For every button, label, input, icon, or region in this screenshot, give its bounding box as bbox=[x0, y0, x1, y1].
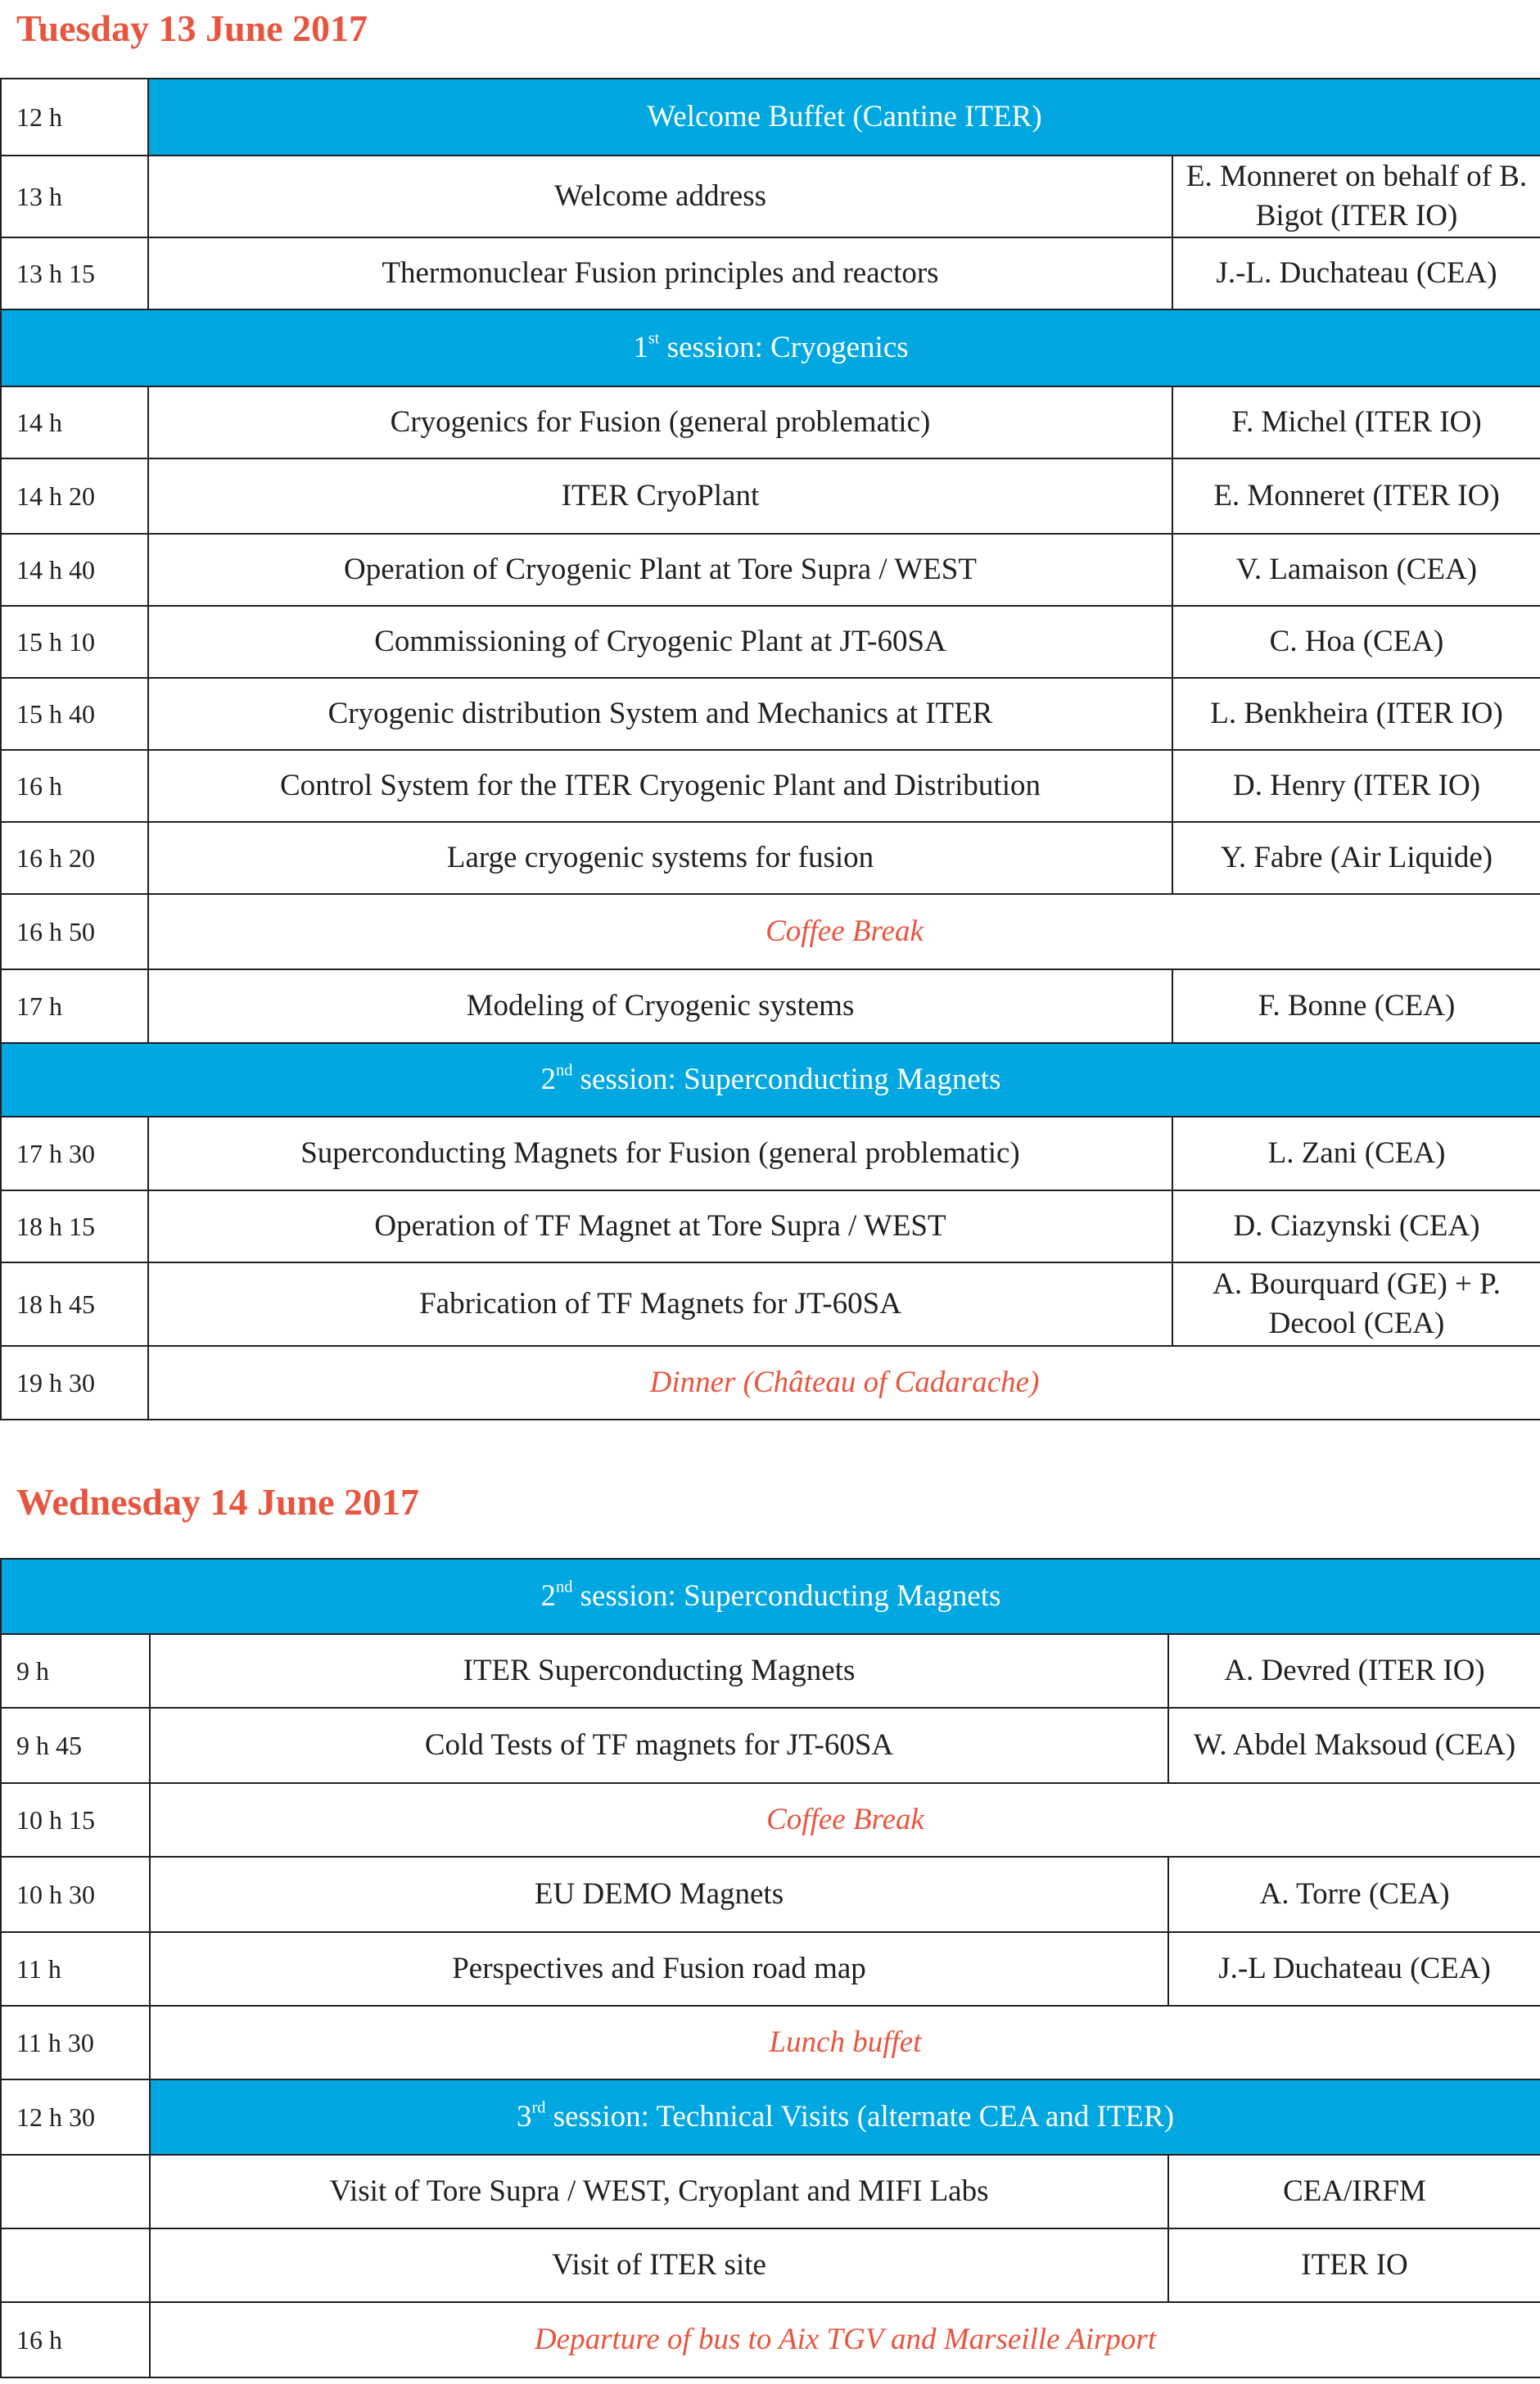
time-cell bbox=[1, 2228, 150, 2302]
speaker-cell: C. Hoa (CEA) bbox=[1172, 606, 1540, 678]
break-label: Departure of bus to Aix TGV and Marseille Airport bbox=[150, 2302, 1540, 2377]
session-number: 1 bbox=[633, 331, 648, 364]
talk-title: Large cryogenic systems for fusion bbox=[148, 822, 1172, 894]
schedule-row bbox=[1, 606, 1540, 678]
time-cell: 9 h 45 bbox=[1, 1708, 150, 1783]
speaker-cell: CEA/IRFM bbox=[1168, 2155, 1540, 2228]
break-label: Coffee Break bbox=[150, 1783, 1540, 1857]
session-banner bbox=[1, 309, 1540, 386]
session-number: 3 bbox=[517, 2100, 532, 2133]
talk-title: EU DEMO Magnets bbox=[150, 1857, 1168, 1932]
break-row bbox=[1, 1783, 1540, 1857]
time-cell: 12 h 30 bbox=[1, 2079, 150, 2155]
time-cell: 16 h bbox=[1, 2302, 150, 2377]
talk-title: Cryogenics for Fusion (general problematic) bbox=[148, 386, 1172, 458]
schedule-row bbox=[1, 1117, 1540, 1190]
time-cell: 18 h 15 bbox=[1, 1190, 148, 1262]
talk-title: Fabrication of TF Magnets for JT-60SA bbox=[148, 1262, 1172, 1346]
session-banner bbox=[1, 1043, 1540, 1117]
break-row bbox=[1, 894, 1540, 969]
speaker-cell: E. Monneret (ITER IO) bbox=[1172, 458, 1540, 534]
session-ordinal-suffix: nd bbox=[556, 1061, 573, 1080]
session-row bbox=[1, 1559, 1540, 1634]
break-label: Lunch buffet bbox=[150, 2006, 1540, 2079]
talk-title: Commissioning of Cryogenic Plant at JT-60SA bbox=[148, 606, 1172, 678]
schedule-row bbox=[1, 969, 1540, 1043]
schedule-row bbox=[1, 237, 1540, 309]
talk-title: Cold Tests of TF magnets for JT-60SA bbox=[150, 1708, 1168, 1783]
speaker-cell: J.-L Duchateau (CEA) bbox=[1168, 1932, 1540, 2006]
time-cell: 13 h 15 bbox=[1, 237, 148, 309]
break-label: Coffee Break bbox=[148, 894, 1540, 969]
speaker-cell: A. Torre (CEA) bbox=[1168, 1857, 1540, 1932]
session-banner: Welcome Buffet (Cantine ITER) bbox=[148, 79, 1540, 156]
speaker-cell: E. Monneret on behalf of B. Bigot (ITER IO) bbox=[1172, 156, 1540, 237]
schedule-row bbox=[1, 2228, 1540, 2302]
session-ordinal-suffix: nd bbox=[556, 1578, 573, 1596]
session-title: session: Technical Visits (alternate CEA and ITER) bbox=[545, 2100, 1175, 2133]
talk-title: Operation of Cryogenic Plant at Tore Supra / WEST bbox=[148, 534, 1172, 606]
time-cell: 13 h bbox=[1, 156, 148, 237]
talk-title: Cryogenic distribution System and Mechanics at ITER bbox=[148, 678, 1172, 750]
time-cell: 19 h 30 bbox=[1, 1346, 148, 1420]
break-row bbox=[1, 1346, 1540, 1420]
session-row bbox=[1, 79, 1540, 156]
session-row bbox=[1, 1043, 1540, 1117]
talk-title: Modeling of Cryogenic systems bbox=[148, 969, 1172, 1043]
schedule-row bbox=[1, 1190, 1540, 1262]
break-label: Dinner (Château of Cadarache) bbox=[148, 1346, 1540, 1420]
speaker-cell: J.-L. Duchateau (CEA) bbox=[1172, 237, 1540, 309]
break-row bbox=[1, 2302, 1540, 2377]
time-cell: 12 h bbox=[1, 79, 148, 156]
schedule-row bbox=[1, 458, 1540, 534]
schedule-row bbox=[1, 534, 1540, 606]
schedule-row bbox=[1, 822, 1540, 894]
schedule-row bbox=[1, 1932, 1540, 2006]
speaker-cell: A. Devred (ITER IO) bbox=[1168, 1634, 1540, 1708]
speaker-cell: L. Zani (CEA) bbox=[1172, 1117, 1540, 1190]
time-cell: 11 h bbox=[1, 1932, 150, 2006]
speaker-cell: D. Henry (ITER IO) bbox=[1172, 750, 1540, 822]
time-cell: 17 h bbox=[1, 969, 148, 1043]
speaker-cell: A. Bourquard (GE) + P. Decool (CEA) bbox=[1172, 1262, 1540, 1346]
session-title: session: Superconducting Magnets bbox=[572, 1579, 1001, 1613]
speaker-cell: F. Bonne (CEA) bbox=[1172, 969, 1540, 1043]
speaker-cell: F. Michel (ITER IO) bbox=[1172, 386, 1540, 458]
time-cell: 16 h 50 bbox=[1, 894, 148, 969]
time-cell: 10 h 30 bbox=[1, 1857, 150, 1932]
time-cell: 15 h 10 bbox=[1, 606, 148, 678]
schedule-table bbox=[0, 78, 1540, 1420]
schedule-row bbox=[1, 1857, 1540, 1932]
schedule-row bbox=[1, 1262, 1540, 1346]
schedule-row bbox=[1, 1634, 1540, 1708]
talk-title: ITER CryoPlant bbox=[148, 458, 1172, 534]
session-title: session: Superconducting Magnets bbox=[572, 1063, 1001, 1096]
day-heading: Tuesday 13 June 2017 bbox=[16, 7, 368, 49]
schedule-row bbox=[1, 1708, 1540, 1783]
talk-title: Visit of ITER site bbox=[150, 2228, 1168, 2302]
session-ordinal-suffix: st bbox=[648, 329, 660, 348]
session-row bbox=[1, 309, 1540, 386]
session-row bbox=[1, 2079, 1540, 2155]
talk-title: Thermonuclear Fusion principles and reactors bbox=[148, 237, 1172, 309]
time-cell: 18 h 45 bbox=[1, 1262, 148, 1346]
time-cell bbox=[1, 2155, 150, 2228]
talk-title: Operation of TF Magnet at Tore Supra / WEST bbox=[148, 1190, 1172, 1262]
session-title: session: Cryogenics bbox=[659, 331, 909, 364]
day-heading: Wednesday 14 June 2017 bbox=[16, 1481, 420, 1523]
time-cell: 9 h bbox=[1, 1634, 150, 1708]
talk-title: ITER Superconducting Magnets bbox=[150, 1634, 1168, 1708]
time-cell: 10 h 15 bbox=[1, 1783, 150, 1857]
speaker-cell: ITER IO bbox=[1168, 2228, 1540, 2302]
time-cell: 14 h 40 bbox=[1, 534, 148, 606]
time-cell: 17 h 30 bbox=[1, 1117, 148, 1190]
session-banner bbox=[1, 1559, 1540, 1634]
talk-title: Control System for the ITER Cryogenic Plant and Distribution bbox=[148, 750, 1172, 822]
talk-title: Perspectives and Fusion road map bbox=[150, 1932, 1168, 2006]
session-number: 2 bbox=[540, 1579, 557, 1613]
talk-title: Visit of Tore Supra / WEST, Cryoplant and MIFI Labs bbox=[150, 2155, 1168, 2228]
session-ordinal-suffix: rd bbox=[531, 2098, 546, 2117]
speaker-cell: W. Abdel Maksoud (CEA) bbox=[1168, 1708, 1540, 1783]
break-row bbox=[1, 2006, 1540, 2079]
time-cell: 14 h 20 bbox=[1, 458, 148, 534]
time-cell: 14 h bbox=[1, 386, 148, 458]
talk-title: Superconducting Magnets for Fusion (general problematic) bbox=[148, 1117, 1172, 1190]
time-cell: 11 h 30 bbox=[1, 2006, 150, 2079]
speaker-cell: L. Benkheira (ITER IO) bbox=[1172, 678, 1540, 750]
time-cell: 15 h 40 bbox=[1, 678, 148, 750]
session-banner bbox=[150, 2079, 1540, 2155]
speaker-cell: D. Ciazynski (CEA) bbox=[1172, 1190, 1540, 1262]
time-cell: 16 h bbox=[1, 750, 148, 822]
schedule-row bbox=[1, 2155, 1540, 2228]
talk-title: Welcome address bbox=[148, 156, 1172, 237]
schedule-row bbox=[1, 750, 1540, 822]
speaker-cell: V. Lamaison (CEA) bbox=[1172, 534, 1540, 606]
speaker-cell: Y. Fabre (Air Liquide) bbox=[1172, 822, 1540, 894]
schedule-row bbox=[1, 678, 1540, 750]
schedule-row bbox=[1, 386, 1540, 458]
schedule-table bbox=[0, 1558, 1540, 2378]
session-number: 2 bbox=[540, 1063, 557, 1096]
schedule-row bbox=[1, 156, 1540, 237]
time-cell: 16 h 20 bbox=[1, 822, 148, 894]
